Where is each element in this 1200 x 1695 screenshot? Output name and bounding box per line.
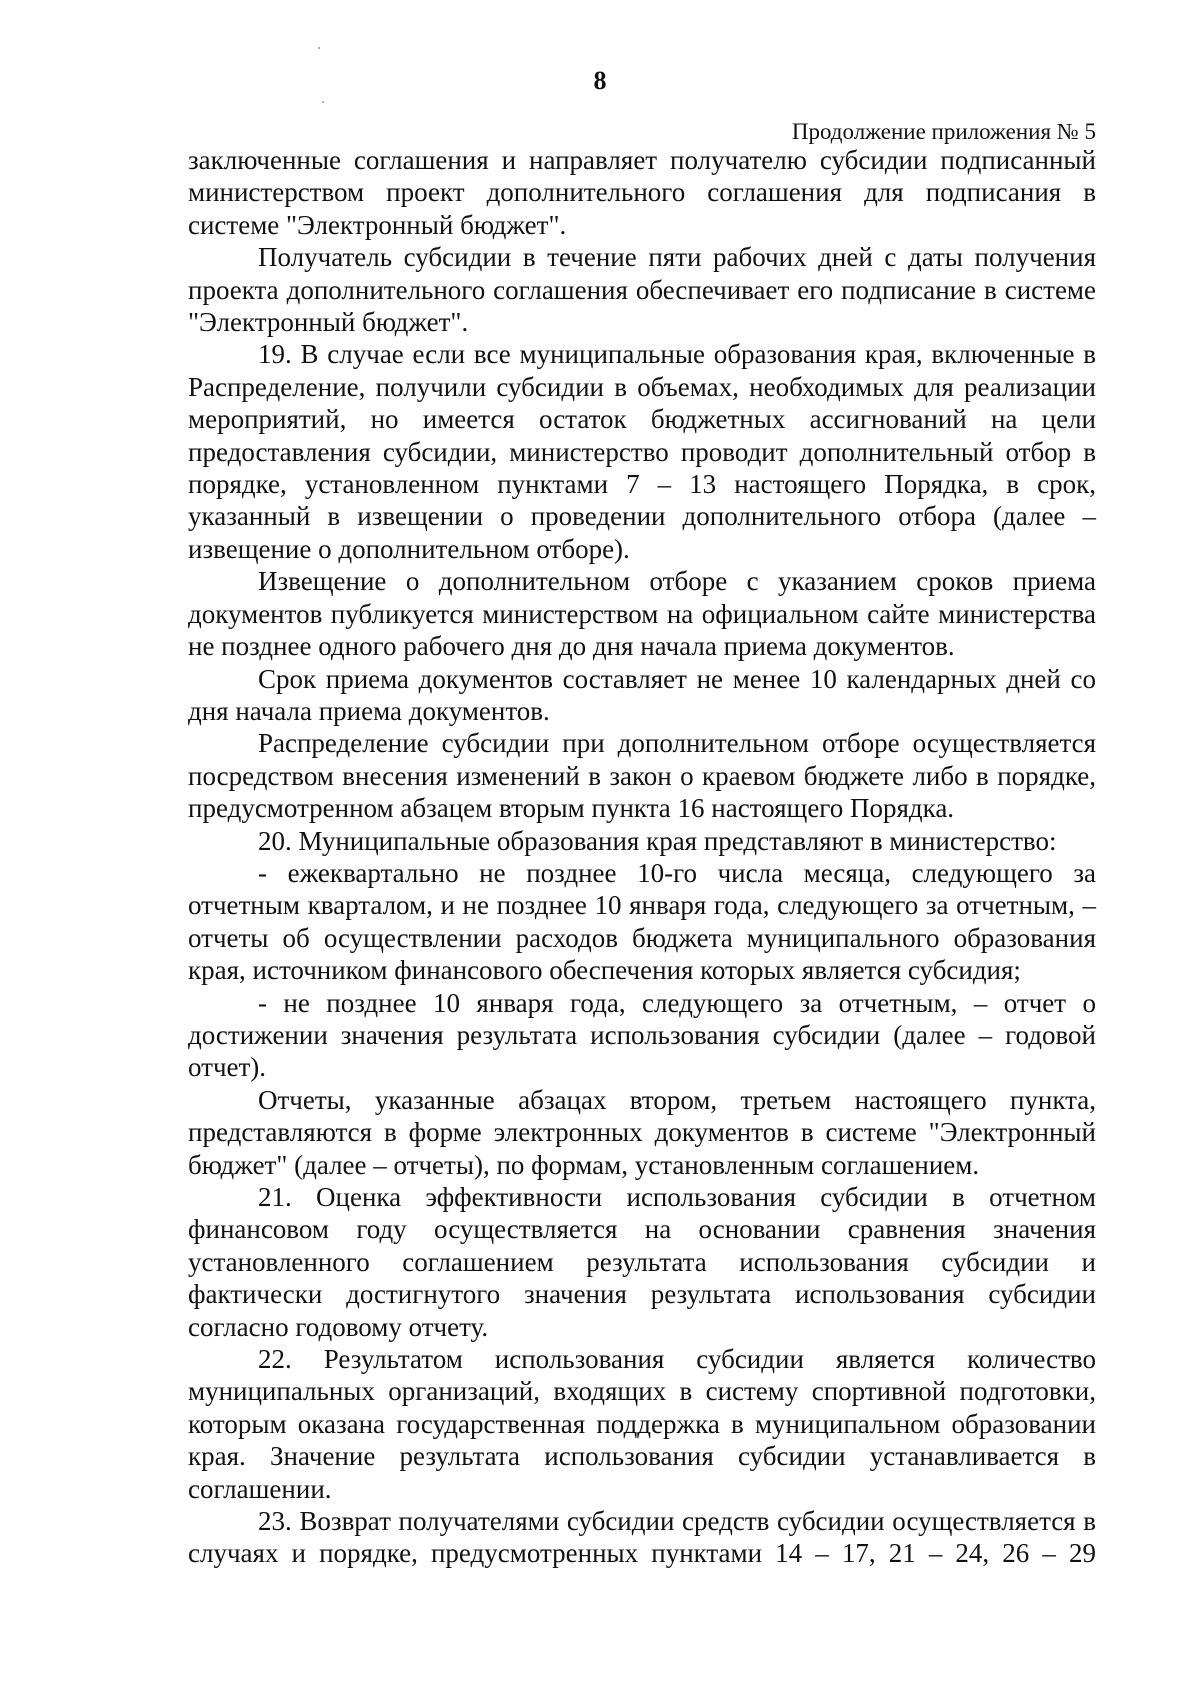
paragraph: заключенные соглашения и направляет получателю субсидии подписанный министерством проект дополнительного соглашения для подписания в системе "Электронный бюджет". — [188, 145, 1096, 240]
appendix-continuation-note: Продолжение приложения № 5 — [791, 119, 1096, 144]
paragraph: Извещение о дополнительном отборе с указанием сроков приема документов публикуется министерством на официальном сайте министерства не позднее одного рабочего дня до дня начала приема документов. — [188, 566, 1096, 662]
paragraph: 22. Результатом использования субсидии является количество муниципальных организаций, входящих в систему спортивной подготовки, которым оказана государственная поддержка в муниципальном образовании края. Значение результата использования субсидии устанавливается в соглашении. — [188, 1344, 1096, 1504]
paragraph: Распределение субсидии при дополнительном отборе осуществляется посредством внесения изменений в закон о краевом бюджете либо в порядке, предусмотренном абзацем вторым пункта 16 настоящего Порядка. — [188, 728, 1096, 824]
page-number: 8 — [593, 66, 607, 95]
scan-speck — [318, 47, 320, 49]
document-body — [188, 144, 1096, 1570]
paragraph: - ежеквартально не позднее 10-го числа месяца, следующего за отчетным кварталом, и не позднее 10 января года, следующего за отчетным, – отчеты об осуществлении расходов бюджета муниципального образования края, источником финансового обеспечения которых является субсидия; — [188, 857, 1096, 986]
paragraph: 21. Оценка эффективности использования субсидии в отчетном финансовом году осуществляется на основании сравнения значения установленного соглашением результата использования субсидии и фактически достигнутого значения результата использования субсидии согласно годовому отчету. — [188, 1182, 1096, 1342]
paragraph: Срок приема документов составляет не менее 10 календарных дней со дня начала приема документов. — [188, 663, 1096, 726]
paragraph: 23. Возврат получателями субсидии средств субсидии осуществляется в случаях и порядке, предусмотренных пунктами 14 – 17, 21 – 24, 26 – 29 — [188, 1506, 1096, 1569]
scan-speck — [322, 101, 324, 103]
paragraph: 19. В случае если все муниципальные образования края, включенные в Распределение, получили субсидии в объемах, необходимых для реализации мероприятий, но имеется остаток бюджетных ассигнований на цели предоставления субсидии, министерство проводит дополнительный отбор в порядке, установленном пунктами 7 – 13 настоящего Порядка, в срок, указанный в извещении о проведении дополнительного отбора (далее – извещение о дополнительном отборе). — [188, 339, 1096, 564]
paragraph: 20. Муниципальные образования края представляют в министерство: — [258, 825, 1057, 856]
paragraph: - не позднее 10 января года, следующего за отчетным, – отчет о достижении значения результата использования субсидии (далее – годовой отчет). — [188, 987, 1096, 1083]
paragraph: Получатель субсидии в течение пяти рабочих дней с даты получения проекта дополнительного соглашения обеспечивает его подписание в системе "Электронный бюджет". — [188, 242, 1096, 338]
paragraph: Отчеты, указанные абзацах втором, третьем настоящего пункта, представляются в форме электронных документов в системе "Электронный бюджет" (далее – отчеты), по формам, установленным соглашением. — [188, 1084, 1096, 1180]
